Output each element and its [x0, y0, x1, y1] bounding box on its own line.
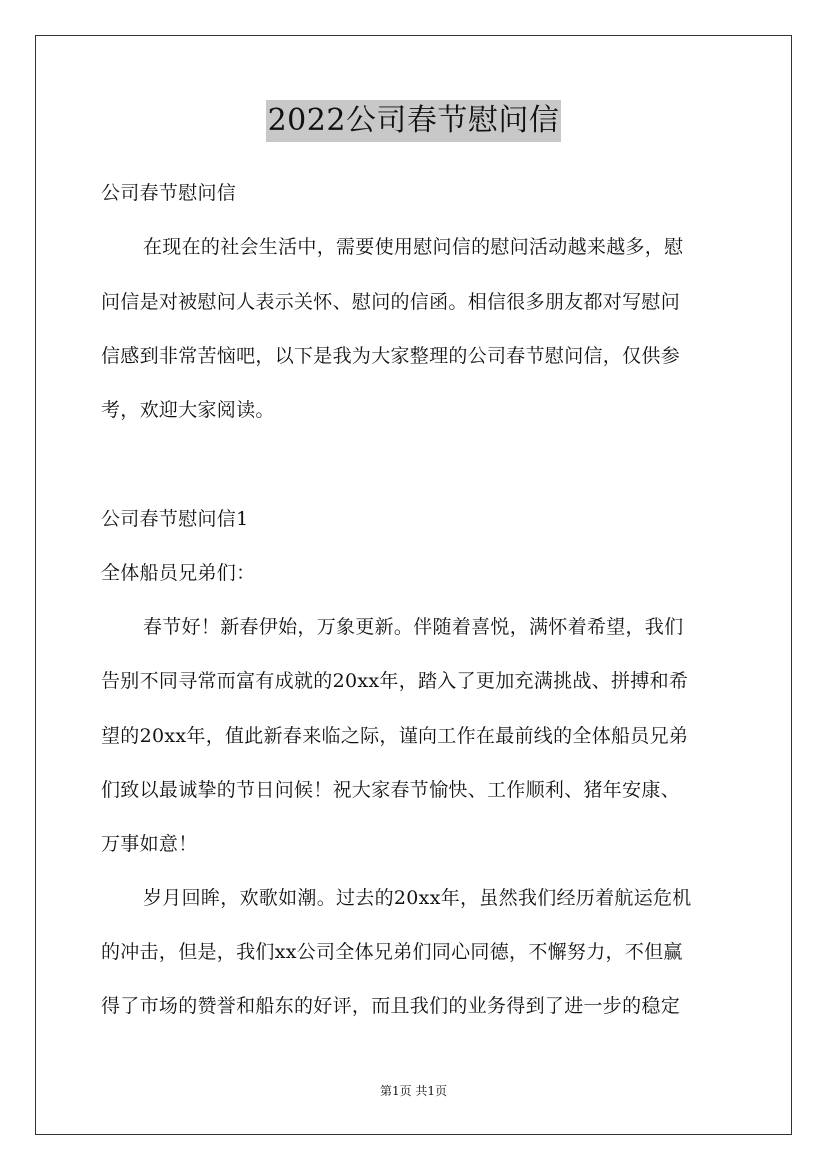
page-footer: 第1页 共1页: [379, 1084, 448, 1098]
document-title: 2022公司春节慰问信: [266, 100, 562, 142]
salutation: 全体船员兄弟们：: [101, 562, 256, 584]
paragraph1-line-4: 们致以最诚挚的节日问候！祝大家春节愉快、工作顺利、猪年安康、: [101, 779, 681, 801]
intro-line-1: 在现在的社会生活中，需要使用慰问信的慰问活动越来越多，慰: [143, 236, 684, 258]
intro-line-2: 问信是对被慰问人表示关怀、慰问的信函。相信很多朋友都对写慰问: [101, 291, 681, 313]
intro-line-4: 考，欢迎大家阅读。: [101, 399, 275, 421]
paragraph2-line-2: 的冲击，但是，我们xx公司全体兄弟们同心同德，不懈努力，不但赢: [101, 941, 683, 963]
paragraph2-line-3: 得了市场的赞誉和船东的好评，而且我们的业务得到了进一步的稳定: [101, 995, 681, 1017]
paragraph1-line-3: 望的20xx年，值此新春来临之际，谨向工作在最前线的全体船员兄弟: [101, 725, 689, 747]
paragraph1-line-2: 告别不同寻常而富有成就的20xx年，踏入了更加充满挑战、拼搏和希: [101, 670, 689, 692]
paragraph2-line-1: 岁月回眸，欢歌如潮。过去的20xx年，虽然我们经历着航运危机: [143, 887, 692, 909]
paragraph1-line-5: 万事如意！: [101, 833, 198, 855]
paragraph1-line-1: 春节好！新春伊始，万象更新。伴随着喜悦，满怀着希望，我们: [143, 616, 684, 638]
intro-line-3: 信感到非常苦恼吧，以下是我为大家整理的公司春节慰问信，仅供参: [101, 345, 681, 367]
document-title-container: [0, 100, 827, 142]
section-heading: 公司春节慰问信1: [101, 508, 249, 530]
intro-heading: 公司春节慰问信: [101, 182, 237, 204]
